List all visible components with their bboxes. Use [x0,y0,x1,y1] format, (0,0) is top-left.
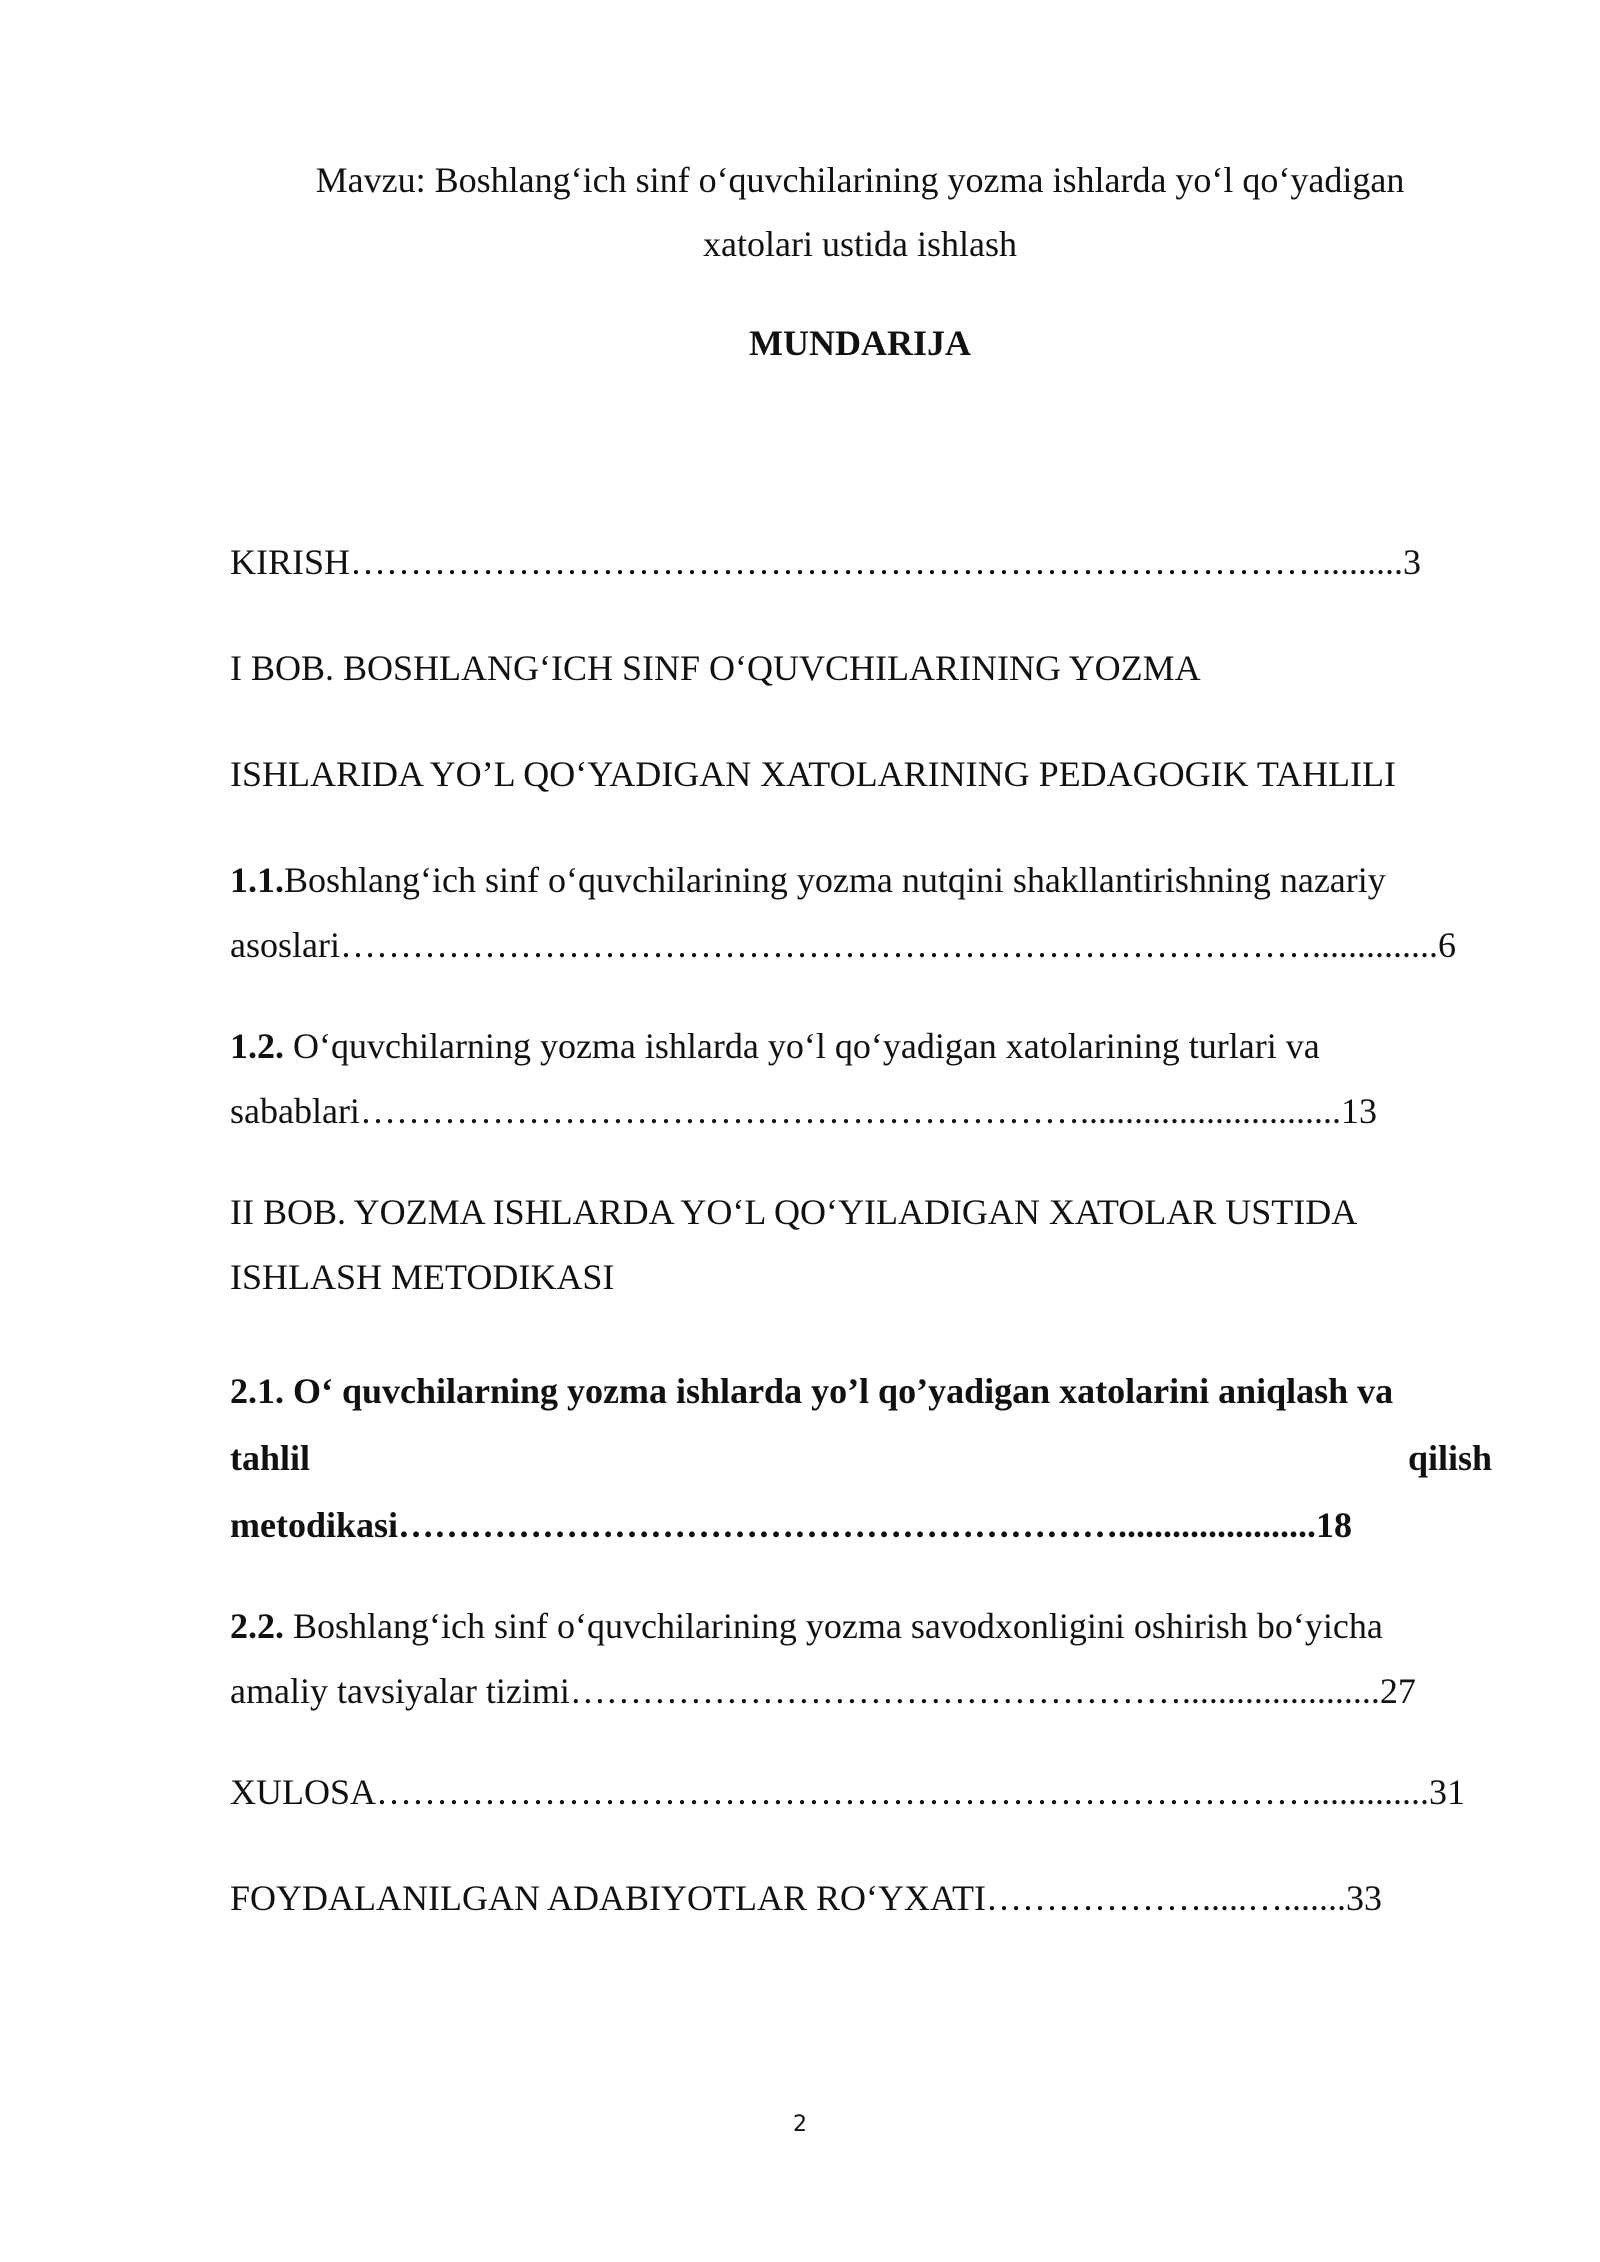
topic-line-1: Mavzu: Boshlang‘ich sinf o‘quvchilarining yozma ishlarda yo‘l qo‘yadigan [315,160,1405,200]
toc-chapter-2-line-1: II BOB. YOZMA ISHLARDA YO‘L QO‘YILADIGAN XATOLAR USTIDA [230,1192,1358,1232]
toc-section-1-1-line-2: asoslari………………………………………………………………………..............6 [230,925,1456,965]
toc-section-2-1 [230,1358,1492,1559]
toc-section-1-1 [230,848,1492,978]
toc-section-2-2-line-2: amaliy tavsiyalar tizimi……………………………………………......................27 [230,1671,1416,1711]
toc-entry-kirish: KIRISH……………………………………………………………………….........3 [230,542,1422,582]
topic-title [230,148,1490,276]
toc-section-1-1-line-1 [230,848,1492,913]
toc-chapter-2 [230,1180,1492,1310]
section-number: 1.2. [230,1026,284,1066]
section-number: 1.1. [230,860,284,900]
toc-section-2-2 [230,1594,1492,1724]
section-title: Boshlang‘ich sinf o‘quvchilarining yozma savodxonligini oshirish bo‘yicha [284,1606,1383,1646]
toc-section-2-1-word-right: qilish [1407,1438,1492,1478]
toc-section-2-1-word-left: tahlil [230,1438,311,1478]
toc-section-2-1-line-1: 2.1. O‘ quvchilarning yozma ishlarda yo’l qo’yadigan xatolarini aniqlash va [230,1371,1394,1411]
toc-chapter-1-line-1: I BOB. BOSHLANG‘ICH SINF O‘QUVCHILARINING YOZMA [230,648,1201,688]
toc-chapter-1-line-2: ISHLARIDA YO’L QO‘YADIGAN XATOLARINING PEDAGOGIK TAHLILI [230,754,1396,794]
toc-section-1-2-line-1 [230,1014,1492,1079]
toc-section-1-2-line-2: sabablari…………………………………………………….............................13 [230,1091,1377,1131]
toc-entry-adabiyotlar: FOYDALANILGAN ADABIYOTLAR RO‘YXATI……………….....….......33 [230,1878,1382,1918]
toc-section-2-2-line-1 [230,1594,1492,1659]
toc-section-2-1-line-2 [230,1425,1492,1492]
section-title: Boshlang‘ich sinf o‘quvchilarining yozma nutqini shakllantirishning nazariy [284,860,1386,900]
toc-entry-xulosa: XULOSA…………………………………………………………………….............31 [230,1772,1466,1812]
toc-chapter-2-line-2: ISHLASH METODIKASI [230,1257,615,1297]
section-number: 2.2. [230,1606,284,1646]
section-title: O‘quvchilarning yozma ishlarda yo‘l qo‘yadigan xatolarining turlari va [284,1026,1320,1066]
toc-section-2-1-line-3: metodikasi……………………………………………………......................18 [230,1505,1353,1545]
toc-section-1-2 [230,1014,1492,1144]
topic-line-2: xatolari ustida ishlash [703,224,1017,264]
contents-heading: MUNDARIJA [749,323,971,363]
page-number: 2 [793,2112,807,2137]
